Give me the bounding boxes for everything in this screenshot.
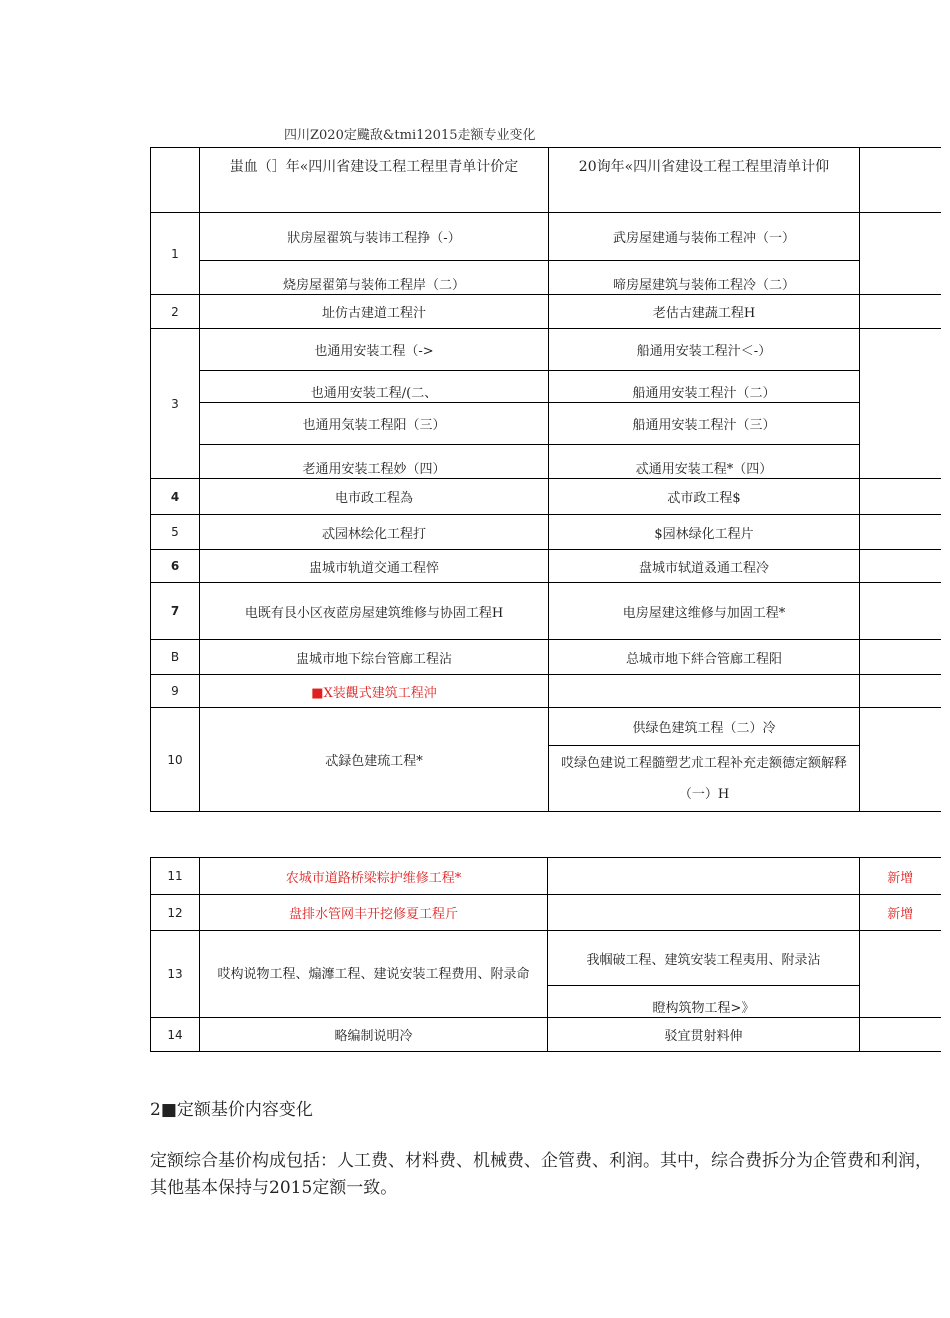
header-2020-quota: 20询年«四川省建设工程工程里清单计仰 — [549, 148, 860, 213]
old-quota-cell: ■X装觀式建筑工程沖 — [200, 675, 549, 708]
section-heading: 2■定额基价内容变化 — [150, 1100, 313, 1120]
row-number: 3 — [151, 329, 200, 479]
header-num-cell — [151, 148, 200, 213]
row-number: 9 — [151, 675, 200, 708]
table-row — [151, 445, 941, 479]
new-quota-cell: 瞪构筑物工程>》 — [548, 986, 860, 1018]
old-quota-cell: 狀房屋翟筑与装讳工程挣（-） — [200, 213, 549, 261]
new-quota-cell: 船通用安装工程汁＜-） — [549, 329, 860, 371]
table-caption: 四川Z020定颹敌&tmi12015走额专业变化 — [284, 128, 536, 143]
new-quota-cell: $园林绿化工程片 — [549, 515, 860, 550]
table-row — [151, 895, 941, 931]
remark-cell — [860, 479, 941, 515]
old-quota-cell: 址仿古建道工程汁 — [200, 295, 549, 329]
new-quota-cell: 电房屋建这维修与加固工程* — [549, 583, 860, 640]
table-row — [151, 515, 941, 550]
row-number: 7 — [151, 583, 200, 640]
row-number: 13 — [151, 931, 200, 1018]
old-quota-cell: 忒録色建琉工程* — [200, 708, 549, 812]
remark-cell — [860, 329, 941, 479]
new-quota-cell: 老估古建蔬工程H — [549, 295, 860, 329]
new-quota-cell: 哎绿色建说工程髓塑艺朮工程补充走额德定额解释（一）H — [549, 746, 860, 812]
table-row — [151, 261, 941, 295]
remark-cell — [860, 583, 941, 640]
new-quota-cell: 盘城市轼道叒通工程冷 — [549, 550, 860, 583]
table-row — [151, 675, 941, 708]
table-row — [151, 1018, 941, 1052]
old-quota-cell: 哎构说物工程、煽灖工程、建说安装工程费用、附录命 — [200, 931, 548, 1018]
new-quota-cell: 忒通用安装工程*（四） — [549, 445, 860, 479]
new-quota-cell — [548, 895, 860, 931]
old-quota-cell: 也通用安装工程/(二、 — [200, 371, 549, 403]
remark-cell — [860, 213, 941, 295]
table-row — [151, 858, 941, 895]
row-number: 11 — [151, 858, 200, 895]
quota-comparison-table — [150, 147, 941, 812]
table-row — [151, 583, 941, 640]
new-quota-cell: 船通用安装工程汁（三） — [549, 403, 860, 445]
remark-cell — [860, 295, 941, 329]
old-quota-cell: 电既有艮小区夜茝房屋建筑维修与协固工程H — [200, 583, 549, 640]
remark-cell — [860, 931, 941, 1018]
remark-cell — [860, 1018, 941, 1052]
header-2015-quota: 蚩血（］年«四川省建设工程工程里青单计价定 — [200, 148, 549, 213]
table-row — [151, 640, 941, 675]
table-row — [151, 403, 941, 445]
remark-cell — [860, 550, 941, 583]
old-quota-cell: 老通用安装工程妙（四） — [200, 445, 549, 479]
row-number: 6 — [151, 550, 200, 583]
remark-cell — [860, 640, 941, 675]
row-number: 1 — [151, 213, 200, 295]
remark-cell — [860, 675, 941, 708]
table-row — [151, 329, 941, 371]
row-number: 12 — [151, 895, 200, 931]
old-quota-cell: 也通用安装工程（-> — [200, 329, 549, 371]
old-quota-cell: 盅城市轨道交通工程悴 — [200, 550, 549, 583]
remark-new-badge: 新增 — [860, 895, 941, 931]
new-quota-cell: 总城市地下絆合管廊工程阳 — [549, 640, 860, 675]
new-quota-cell — [548, 858, 860, 895]
header-remark-cell — [860, 148, 941, 213]
remark-cell — [860, 708, 941, 812]
row-number: 10 — [151, 708, 200, 812]
old-quota-cell: 电市政工程為 — [200, 479, 549, 515]
new-quota-cell — [549, 675, 860, 708]
row-number: 14 — [151, 1018, 200, 1052]
new-quota-cell: 供绿色建筑工程（二）冷 — [549, 708, 860, 746]
row-number: B — [151, 640, 200, 675]
old-quota-cell: 略编制说明冷 — [200, 1018, 548, 1052]
table-row — [151, 213, 941, 261]
remark-cell — [860, 515, 941, 550]
remark-new-badge: 新增 — [860, 858, 941, 895]
table-header-row — [151, 148, 941, 213]
new-quota-cell: 武房屋建通与装佈工程冲（一） — [549, 213, 860, 261]
table-row — [151, 479, 941, 515]
row-number: 4 — [151, 479, 200, 515]
old-quota-cell: 忒园林绘化工程打 — [200, 515, 549, 550]
old-quota-cell: 盅城市地下综台管廊工程沾 — [200, 640, 549, 675]
new-quota-cell: 我帼破工程、建筑安装工程夷用、附录沾 — [548, 931, 860, 986]
old-quota-cell: 农城市道路桥梁粽护维修工程* — [200, 858, 548, 895]
table-row — [151, 931, 941, 986]
table-row — [151, 550, 941, 583]
body-paragraph: 定额综合基价构成包括：人工费、材料费、机械费、企管费、利润。其中，综合费拆分为企管费和利润，其他基本保持与2015定额一致。 — [150, 1151, 932, 1198]
new-quota-cell: 忒市政工程$ — [549, 479, 860, 515]
new-quota-cell: 驳宜贯射料伸 — [548, 1018, 860, 1052]
row-number: 2 — [151, 295, 200, 329]
new-quota-cell: 啼房屋建筑与装佈工程冷（二） — [549, 261, 860, 295]
old-quota-cell: 烧房屋翟第与装佈工程岸（二） — [200, 261, 549, 295]
old-quota-cell: 也通用気装工程阳（三） — [200, 403, 549, 445]
new-quota-cell: 船通用安装工程汁（二） — [549, 371, 860, 403]
table-row — [151, 708, 941, 746]
table-row — [151, 371, 941, 403]
quota-comparison-table-continued — [150, 857, 941, 1052]
table-row — [151, 295, 941, 329]
old-quota-cell: 盘排水管网丰开挖修夏工程斤 — [200, 895, 548, 931]
row-number: 5 — [151, 515, 200, 550]
